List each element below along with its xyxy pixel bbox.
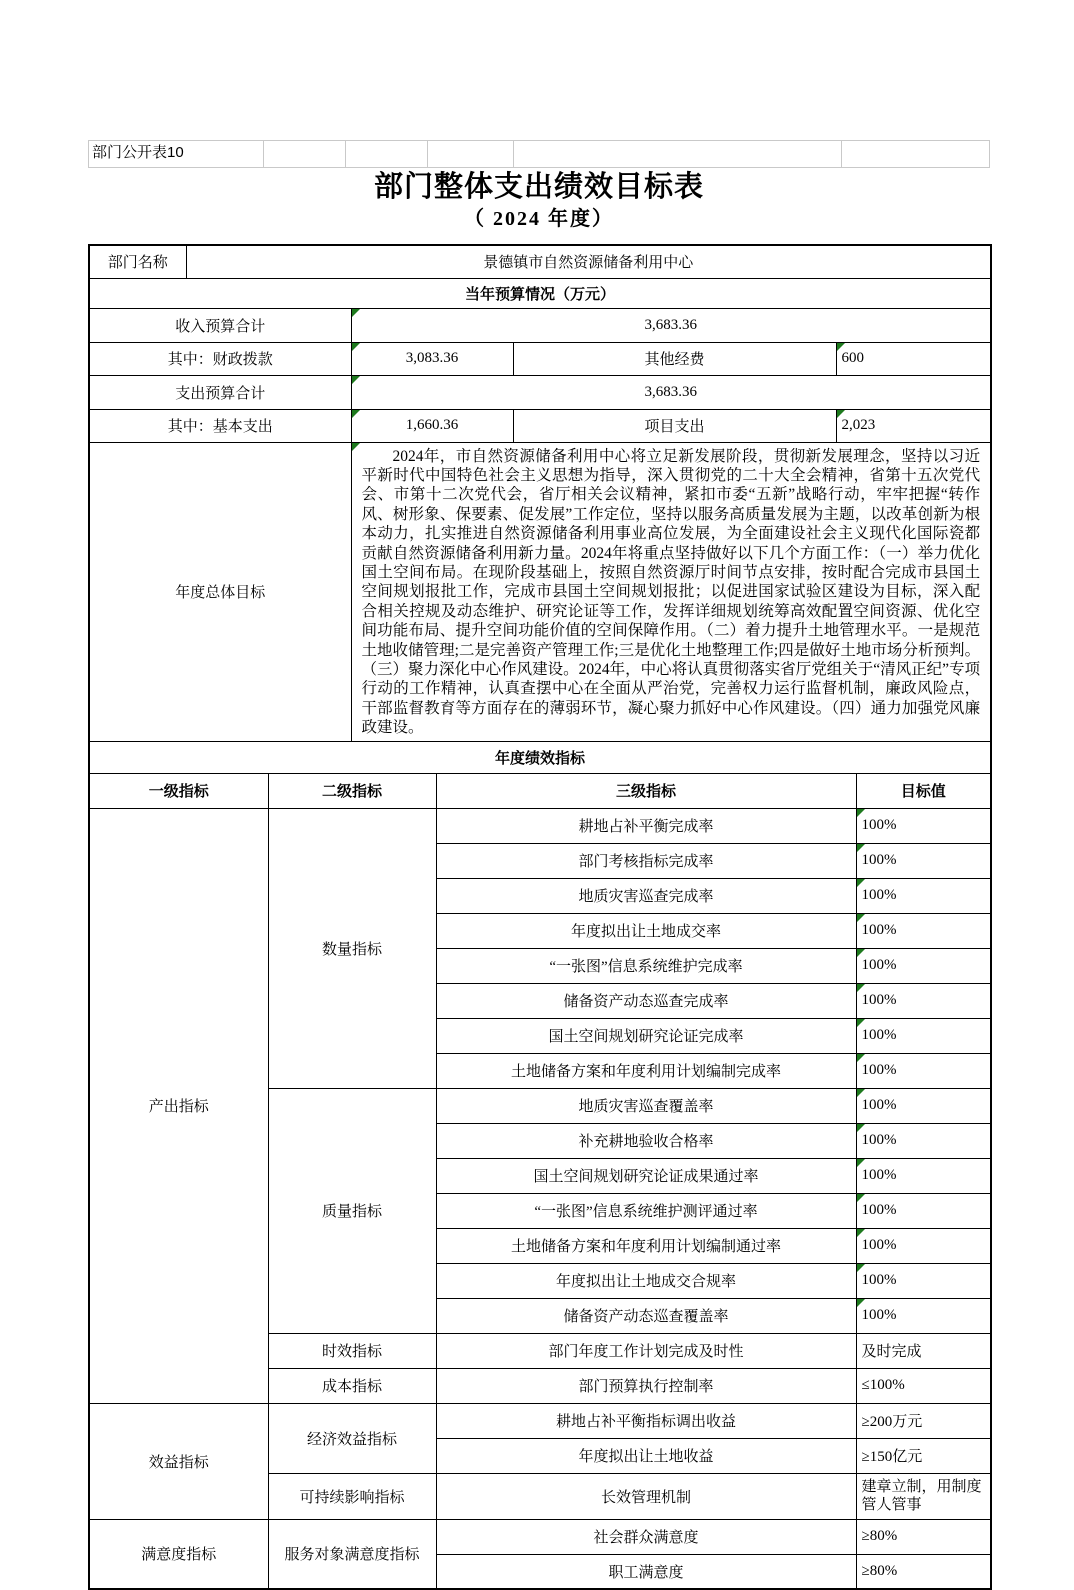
performance-target-table (88, 244, 992, 1590)
indicator-target: ≥150亿元 (856, 1438, 991, 1473)
indicator-target: ≥80% (856, 1519, 991, 1554)
expense-detail-row (89, 409, 991, 442)
indicator-target: 100% (856, 808, 991, 843)
indicator-target: 100% (856, 1053, 991, 1088)
indicator-target: 100% (856, 913, 991, 948)
indicator-name: 地质灾害巡查覆盖率 (436, 1088, 856, 1123)
indicator-target: 100% (856, 1298, 991, 1333)
empty-grid-cell (264, 141, 346, 167)
excel-flag-icon (857, 949, 865, 957)
indicator-target: ≤100% (856, 1368, 991, 1403)
indicator-name: 社会群众满意度 (436, 1519, 856, 1554)
income-detail-row (89, 342, 991, 375)
indicator-name: 土地储备方案和年度利用计划编制完成率 (436, 1053, 856, 1088)
indicator-name: 国土空间规划研究论证完成率 (436, 1018, 856, 1053)
excel-flag-icon (352, 443, 360, 451)
indicator-target: 100% (856, 1088, 991, 1123)
indicators-section-row (89, 741, 991, 773)
other-funds-value: 600 (836, 342, 991, 375)
indicator-name: 补充耕地验收合格率 (436, 1123, 856, 1158)
level2-cell: 经济效益指标 (268, 1403, 436, 1473)
annual-goal-row (89, 442, 991, 741)
excel-flag-icon (857, 1264, 865, 1272)
indicator-name: 职工满意度 (436, 1554, 856, 1589)
indicator-name: “一张图”信息系统维护测评通过率 (436, 1193, 856, 1228)
level1-cell: 产出指标 (89, 808, 268, 1403)
empty-grid-cell (842, 141, 990, 167)
indicator-target: ≥200万元 (856, 1403, 991, 1438)
indicator-name: 年度拟出让土地成交率 (436, 913, 856, 948)
other-funds-label: 其他经费 (513, 342, 836, 375)
annual-goal-label: 年度总体目标 (89, 442, 351, 741)
excel-flag-icon (352, 376, 360, 384)
level2-cell: 成本指标 (268, 1368, 436, 1403)
project-expense-label: 项目支出 (513, 409, 836, 442)
excel-flag-icon (857, 1124, 865, 1132)
income-total-row (89, 308, 991, 342)
fiscal-grant-value: 3,083.36 (351, 342, 513, 375)
excel-flag-icon (857, 914, 865, 922)
excel-flag-icon (352, 343, 360, 351)
level2-cell: 可持续影响指标 (268, 1473, 436, 1519)
indicator-row (89, 808, 991, 843)
expense-total-value: 3,683.36 (351, 375, 991, 409)
basic-expense-label: 其中：基本支出 (89, 409, 351, 442)
spreadsheet-page (88, 140, 990, 1590)
excel-flag-icon (857, 1159, 865, 1167)
col-header-level1: 一级指标 (89, 773, 268, 808)
indicator-name: 年度拟出让土地成交合规率 (436, 1263, 856, 1298)
excel-flag-icon (857, 879, 865, 887)
dept-name-label: 部门名称 (89, 245, 186, 278)
indicator-name: 耕地占补平衡指标调出收益 (436, 1403, 856, 1438)
indicator-target: 100% (856, 1123, 991, 1158)
indicators-section-title: 年度绩效指标 (89, 741, 991, 773)
excel-flag-icon (857, 1019, 865, 1027)
indicator-name: 长效管理机制 (436, 1473, 856, 1519)
indicator-name: 国土空间规划研究论证成果通过率 (436, 1158, 856, 1193)
level2-cell: 服务对象满意度指标 (268, 1519, 436, 1589)
excel-flag-icon (857, 1054, 865, 1062)
expense-total-label: 支出预算合计 (89, 375, 351, 409)
excel-flag-icon (857, 809, 865, 817)
expense-total-row (89, 375, 991, 409)
empty-grid-cell (428, 141, 514, 167)
project-expense-value: 2,023 (836, 409, 991, 442)
page-title: 部门整体支出绩效目标表 (373, 171, 704, 203)
excel-flag-icon (857, 844, 865, 852)
indicator-target: 100% (856, 1158, 991, 1193)
basic-expense-value: 1,660.36 (351, 409, 513, 442)
fiscal-grant-label: 其中：财政拨款 (89, 342, 351, 375)
income-total-label: 收入预算合计 (89, 308, 351, 342)
dept-name-value: 景德镇市自然资源储备利用中心 (186, 245, 991, 278)
title-block (88, 169, 990, 244)
empty-grid-cell (514, 141, 843, 167)
excel-flag-icon (857, 1194, 865, 1202)
indicator-target: 100% (856, 1193, 991, 1228)
indicator-row (89, 1519, 991, 1554)
indicator-name: 部门考核指标完成率 (436, 843, 856, 878)
indicator-target: 100% (856, 878, 991, 913)
indicator-row (89, 1403, 991, 1438)
excel-grid-row (88, 140, 990, 168)
indicator-target: 及时完成 (856, 1333, 991, 1368)
indicator-name: 储备资产动态巡查完成率 (436, 983, 856, 1018)
indicator-target: 100% (856, 843, 991, 878)
top-label: 部门公开表10 (89, 141, 264, 167)
indicator-name: 部门预算执行控制率 (436, 1368, 856, 1403)
excel-flag-icon (857, 1089, 865, 1097)
budget-section-title: 当年预算情况（万元） (89, 278, 991, 308)
level1-cell: 满意度指标 (89, 1519, 268, 1589)
indicator-target: ≥80% (856, 1554, 991, 1589)
col-header-target: 目标值 (856, 773, 991, 808)
excel-flag-icon (352, 410, 360, 418)
indicator-name: “一张图”信息系统维护完成率 (436, 948, 856, 983)
indicator-target: 建章立制，用制度管人管事 (856, 1473, 991, 1519)
indicator-target: 100% (856, 983, 991, 1018)
indicator-target: 100% (856, 948, 991, 983)
excel-flag-icon (857, 984, 865, 992)
col-header-level3: 三级指标 (436, 773, 856, 808)
level1-cell: 效益指标 (89, 1403, 268, 1519)
excel-flag-icon (837, 343, 845, 351)
excel-flag-icon (837, 410, 845, 418)
indicator-name: 储备资产动态巡查覆盖率 (436, 1298, 856, 1333)
indicator-name: 部门年度工作计划完成及时性 (436, 1333, 856, 1368)
excel-flag-icon (857, 1299, 865, 1307)
level2-cell: 数量指标 (268, 808, 436, 1088)
indicator-target: 100% (856, 1228, 991, 1263)
indicator-name: 耕地占补平衡完成率 (436, 808, 856, 843)
empty-grid-cell (346, 141, 428, 167)
budget-section-row (89, 278, 991, 308)
dept-name-row (89, 245, 991, 278)
income-total-value: 3,683.36 (351, 308, 991, 342)
level2-cell: 时效指标 (268, 1333, 436, 1368)
indicator-name: 年度拟出让土地收益 (436, 1438, 856, 1473)
annual-goal-text: 2024年，市自然资源储备利用中心将立足新发展阶段，贯彻新发展理念，坚持以习近平新时代中国特色社会主义思想为指导，深入贯彻党的二十大全会精神，省第十五次党代会、市第十二次党代会，省厅相关会议精神，紧扣市委“五新”战略行动，牢牢把握“转作风、树形象、保要素、促发展”工作定位，坚持以服务高质量发展为主题，以改革创新为根本动力，扎实推进自然资源储备利用事业高位发展，为全面建设社会主义现代化国际瓷都贡献自然资源储备利用新力量。2024年将重点坚持做好以下几个方面工作：（一）举力优化国土空间布局。在现阶段基础上，按照自然资源厅时间节点安排，按时配合完成市县国土空间规划报批工作，完成市县国土空间规划报批；以促进国家试验区建设为目标，深入配合相关控规及动态维护、研究论证等工作，发挥详细规划统筹高效配置空间资源、优化空间功能布局、提升空间功能价值的空间保障作用。（二）着力提升土地管理水平。一是规范土地收储管理;二是完善资产管理工作;三是优化土地整理工作;四是做好土地市场分析预判。（三）聚力深化中心作风建设。2024年，中心将认真贯彻落实省厅党组关于“清风正纪”专项行动的工作精神，认真查摆中心在全面从严治党，完善权力运行监督机制，廉政风险点，干部监督教育等方面存在的薄弱环节，凝心聚力抓好中心作风建设。（四）通力加强党风廉政建设。 (361, 447, 981, 737)
annual-goal-cell (351, 442, 991, 741)
indicators-header-row (89, 773, 991, 808)
indicator-target: 100% (856, 1263, 991, 1298)
col-header-level2: 二级指标 (268, 773, 436, 808)
level2-cell: 质量指标 (268, 1088, 436, 1333)
indicator-target: 100% (856, 1018, 991, 1053)
excel-flag-icon (857, 1229, 865, 1237)
excel-flag-icon (352, 309, 360, 317)
page-subtitle: （ 2024 年度） (464, 208, 614, 230)
indicator-name: 地质灾害巡查完成率 (436, 878, 856, 913)
indicator-name: 土地储备方案和年度利用计划编制通过率 (436, 1228, 856, 1263)
